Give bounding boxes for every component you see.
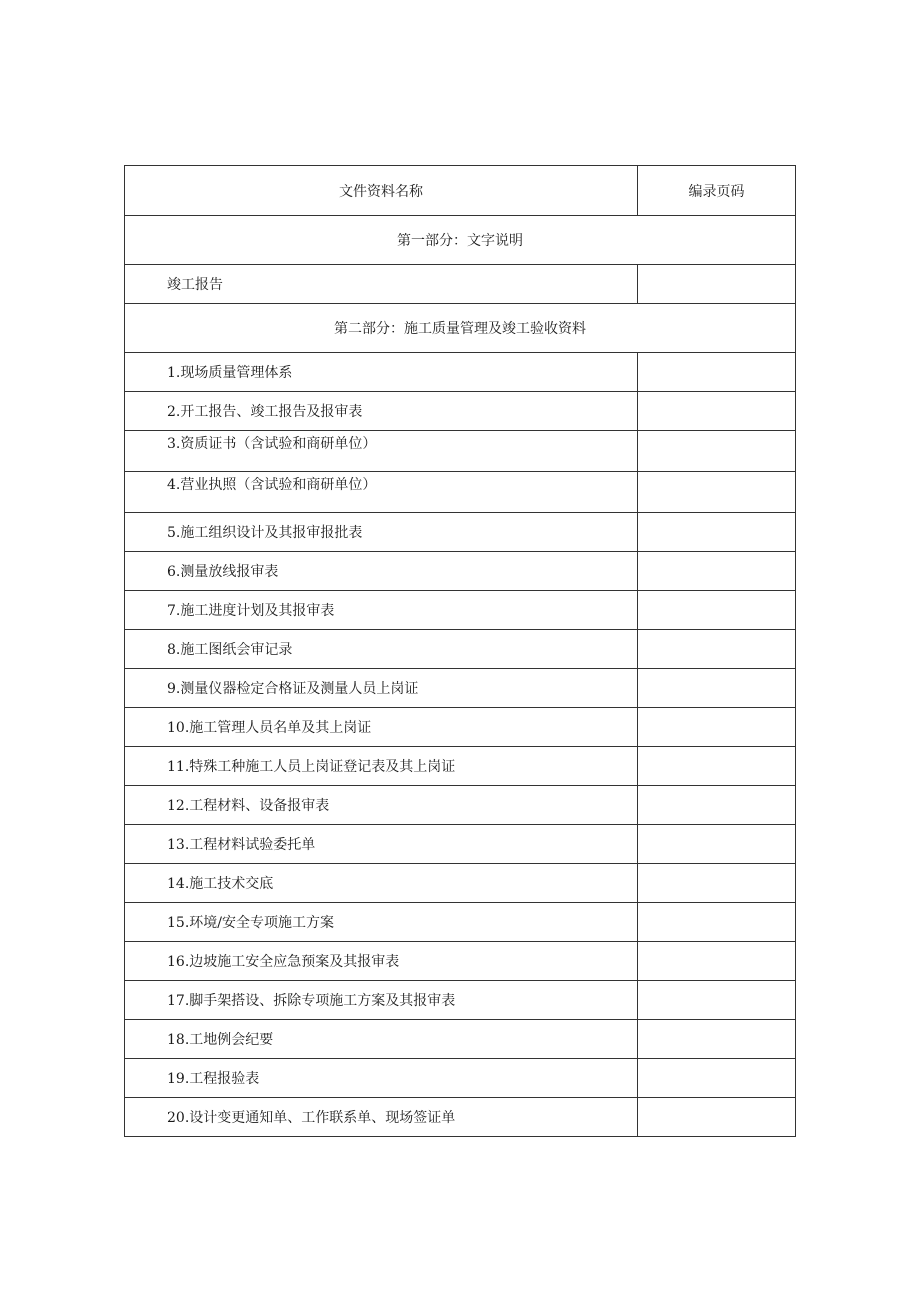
header-page-cell: 编录页码 — [638, 166, 796, 216]
header-name-cell: 文件资料名称 — [125, 166, 638, 216]
item-name: 12.工程材料、设备报审表 — [125, 786, 638, 825]
table-row — [125, 708, 796, 747]
item-name: 19.工程报验表 — [125, 1059, 638, 1098]
table-header-row — [125, 166, 796, 216]
table-row — [125, 392, 796, 431]
part2-items — [125, 353, 796, 1137]
item-name: 16.边坡施工安全应急预案及其报审表 — [125, 942, 638, 981]
item-name: 6.测量放线报审表 — [125, 552, 638, 591]
item-name: 15.环境/安全专项施工方案 — [125, 903, 638, 942]
item-name: 7.施工进度计划及其报审表 — [125, 591, 638, 630]
table-row — [125, 552, 796, 591]
item-page — [638, 353, 796, 392]
item-name: 14.施工技术交底 — [125, 864, 638, 903]
item-name: 3.资质证书（含试验和商研单位） — [125, 431, 638, 472]
section-row-part2 — [125, 304, 796, 353]
item-page — [638, 431, 796, 472]
table-row — [125, 431, 796, 472]
item-page — [638, 591, 796, 630]
item-page — [638, 942, 796, 981]
item-name: 13.工程材料试验委托单 — [125, 825, 638, 864]
item-page — [638, 1020, 796, 1059]
document-index-table — [124, 165, 796, 1137]
item-page — [638, 981, 796, 1020]
item-name: 1.现场质量管理体系 — [125, 353, 638, 392]
table-row — [125, 669, 796, 708]
item-name: 18.工地例会纪要 — [125, 1020, 638, 1059]
item-name: 17.脚手架搭设、拆除专项施工方案及其报审表 — [125, 981, 638, 1020]
table-row — [125, 786, 796, 825]
table-row — [125, 942, 796, 981]
item-name: 10.施工管理人员名单及其上岗证 — [125, 708, 638, 747]
item-name: 竣工报告 — [125, 265, 638, 304]
item-page — [638, 864, 796, 903]
table-row — [125, 1020, 796, 1059]
item-page — [638, 1059, 796, 1098]
item-page — [638, 392, 796, 431]
section-title-part1: 第一部分：文字说明 — [125, 216, 796, 265]
item-page — [638, 747, 796, 786]
item-page — [638, 513, 796, 552]
table-row — [125, 265, 796, 304]
table-row — [125, 353, 796, 392]
item-page — [638, 786, 796, 825]
item-page — [638, 552, 796, 591]
table-row — [125, 472, 796, 513]
table-row — [125, 1059, 796, 1098]
table-row — [125, 591, 796, 630]
table-row — [125, 513, 796, 552]
item-name: 8.施工图纸会审记录 — [125, 630, 638, 669]
item-name: 5.施工组织设计及其报审报批表 — [125, 513, 638, 552]
table-row — [125, 825, 796, 864]
item-name: 2.开工报告、竣工报告及报审表 — [125, 392, 638, 431]
item-page — [638, 630, 796, 669]
table-row — [125, 864, 796, 903]
item-name: 20.设计变更通知单、工作联系单、现场签证单 — [125, 1098, 638, 1137]
item-name: 9.测量仪器检定合格证及测量人员上岗证 — [125, 669, 638, 708]
table-row — [125, 630, 796, 669]
table-row — [125, 747, 796, 786]
item-page — [638, 1098, 796, 1137]
item-name: 11.特殊工种施工人员上岗证登记表及其上岗证 — [125, 747, 638, 786]
section-title-part2: 第二部分：施工质量管理及竣工验收资料 — [125, 304, 796, 353]
table-row — [125, 981, 796, 1020]
item-page — [638, 708, 796, 747]
item-page — [638, 669, 796, 708]
section-row-part1 — [125, 216, 796, 265]
table-row — [125, 1098, 796, 1137]
item-page — [638, 265, 796, 304]
item-name: 4.营业执照（含试验和商研单位） — [125, 472, 638, 513]
item-page — [638, 472, 796, 513]
item-page — [638, 825, 796, 864]
table-row — [125, 903, 796, 942]
item-page — [638, 903, 796, 942]
